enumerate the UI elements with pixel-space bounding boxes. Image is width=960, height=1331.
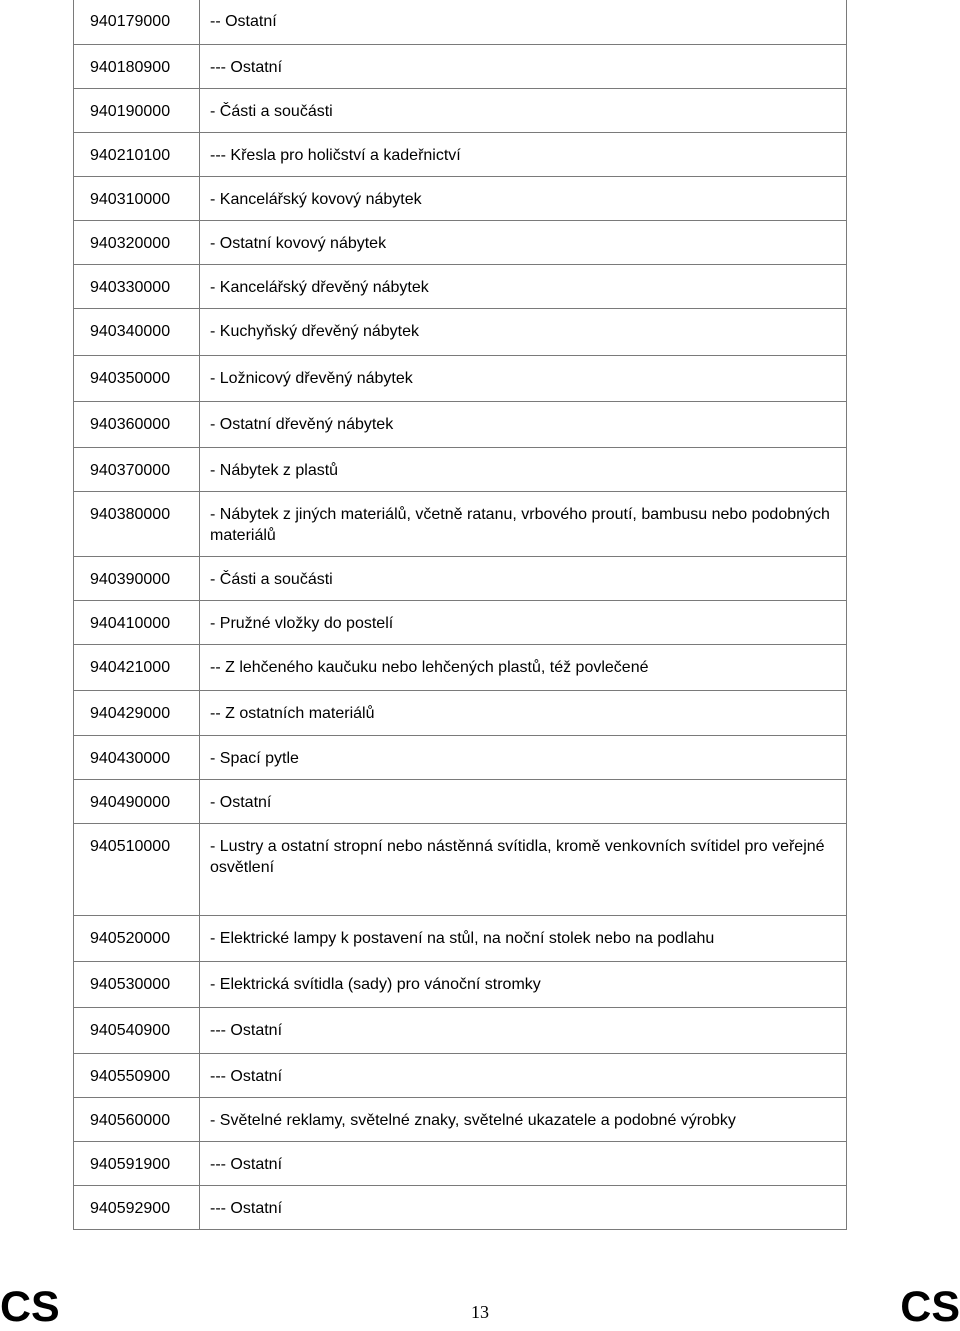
code-cell: 940320000 [74,220,200,264]
table-row [74,132,847,176]
description-cell: --- Ostatní [200,1141,847,1185]
code-cell: 940530000 [74,961,200,1007]
table-row [74,1097,847,1141]
code-cell: 940360000 [74,401,200,447]
table-body [74,0,847,1229]
description-cell: - Elektrické lampy k postavení na stůl, na noční stolek nebo na podlahu [200,915,847,961]
table-row [74,447,847,491]
code-cell: 940190000 [74,88,200,132]
code-cell: 940210100 [74,132,200,176]
table-row [74,1141,847,1185]
description-cell: - Kancelářský kovový nábytek [200,176,847,220]
description-cell: - Kancelářský dřevěný nábytek [200,264,847,308]
table-row [74,355,847,401]
code-cell: 940520000 [74,915,200,961]
description-cell: - Nábytek z plastů [200,447,847,491]
table-row [74,88,847,132]
table-row [74,0,847,44]
description-cell: - Ostatní kovový nábytek [200,220,847,264]
description-cell: --- Ostatní [200,1007,847,1053]
table-row [74,823,847,915]
description-cell: - Spací pytle [200,735,847,779]
table-row [74,961,847,1007]
code-cell: 940390000 [74,556,200,600]
table-row [74,644,847,690]
table-row [74,779,847,823]
description-cell: - Části a součásti [200,556,847,600]
description-cell: - Části a součásti [200,88,847,132]
table-row [74,690,847,735]
code-cell: 940560000 [74,1097,200,1141]
code-cell: 940179000 [74,0,200,44]
table-row [74,220,847,264]
table-row [74,556,847,600]
code-cell: 940591900 [74,1141,200,1185]
description-cell: --- Křesla pro holičství a kadeřnictví [200,132,847,176]
table-row [74,915,847,961]
description-cell: --- Ostatní [200,44,847,88]
description-cell: -- Ostatní [200,0,847,44]
footer-language-mark-left: CS [0,1283,60,1331]
code-cell: 940421000 [74,644,200,690]
code-cell: 940510000 [74,823,200,915]
page-footer [0,1282,960,1331]
description-cell: - Ložnicový dřevěný nábytek [200,355,847,401]
table-row [74,1007,847,1053]
description-cell: -- Z lehčeného kaučuku nebo lehčených plastů, též povlečené [200,644,847,690]
description-cell: - Nábytek z jiných materiálů, včetně ratanu, vrbového proutí, bambusu nebo podobných materiálů [200,491,847,556]
table-row [74,401,847,447]
code-cell: 940430000 [74,735,200,779]
code-cell: 940550900 [74,1053,200,1097]
code-cell: 940380000 [74,491,200,556]
code-cell: 940180900 [74,44,200,88]
tariff-code-table [73,0,847,1230]
description-cell: - Lustry a ostatní stropní nebo nástěnná svítidla, kromě venkovních svítidel pro veřejné osvětlení [200,823,847,915]
code-cell: 940429000 [74,690,200,735]
description-cell: - Světelné reklamy, světelné znaky, světelné ukazatele a podobné výrobky [200,1097,847,1141]
code-cell: 940370000 [74,447,200,491]
table-row [74,176,847,220]
table-row [74,308,847,355]
description-cell: - Ostatní dřevěný nábytek [200,401,847,447]
description-cell: --- Ostatní [200,1053,847,1097]
table-row [74,600,847,644]
description-cell: - Elektrická svítidla (sady) pro vánoční stromky [200,961,847,1007]
code-cell: 940410000 [74,600,200,644]
description-cell: --- Ostatní [200,1185,847,1229]
page-number: 13 [471,1302,489,1322]
description-cell: - Pružné vložky do postelí [200,600,847,644]
description-cell: - Kuchyňský dřevěný nábytek [200,308,847,355]
code-cell: 940592900 [74,1185,200,1229]
footer-language-mark-right: CS [900,1283,960,1331]
code-cell: 940310000 [74,176,200,220]
table-row [74,1185,847,1229]
code-cell: 940350000 [74,355,200,401]
code-cell: 940330000 [74,264,200,308]
code-cell: 940540900 [74,1007,200,1053]
description-cell: - Ostatní [200,779,847,823]
code-cell: 940340000 [74,308,200,355]
table-row [74,264,847,308]
table-row [74,1053,847,1097]
description-cell: -- Z ostatních materiálů [200,690,847,735]
table-row [74,735,847,779]
table-row [74,44,847,88]
table-row [74,491,847,556]
code-cell: 940490000 [74,779,200,823]
